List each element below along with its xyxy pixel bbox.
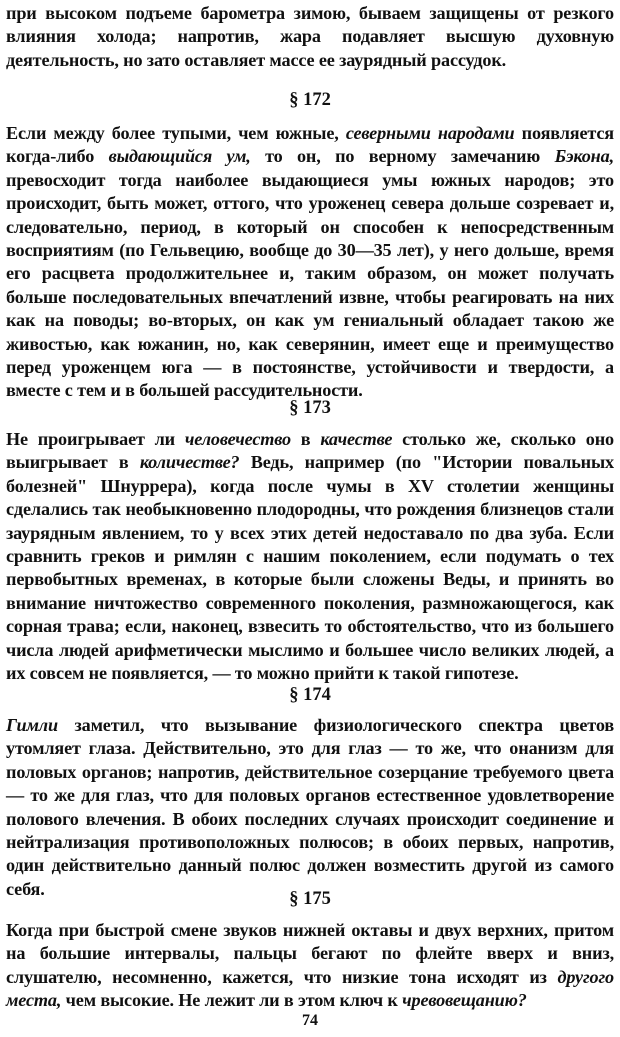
text-segment: Не проигрывает ли: [6, 429, 185, 449]
italic-text-segment: Гимли: [6, 715, 58, 735]
text-segment: Если между более тупыми, чем южные,: [6, 123, 346, 143]
paragraph-174: [6, 714, 614, 901]
italic-text-segment: выдающийся ум,: [108, 146, 251, 167]
paragraph-175: [6, 919, 614, 1013]
italic-text-segment: человечество: [184, 429, 291, 449]
text-segment: столько же, сколько оно выигрывает в: [6, 429, 614, 473]
italic-text-segment: северными народами: [345, 123, 515, 143]
section-heading-175: § 175: [289, 889, 331, 909]
section-heading-172: § 172: [289, 90, 331, 110]
section-heading-173: § 173: [289, 398, 331, 418]
text-segment: Когда при быстрой смене звуков нижней октавы и двух верхних, притом на большие интервалы, пальцы бегают по флейте вверх и вниз, слушателю, несомненно, кажется, что низкие тона исходят из: [6, 920, 614, 987]
text-segment: при высоком подъеме барометра зимою, бываем защищены от резкого влияния холода; напротив, жара подавляет высшую духовную деятельность, но зато оставляет массе ее заурядный рассудок.: [6, 3, 614, 70]
text-segment: Ведь, например (по "Истории повальных болезней" Шнуррера), когда после чумы в XV столетии женщины сделались так необыкновенно плодородны, что рождения близнецов стали заурядным явлением, то у всех этих детей недоставало по два зуба. Если сравнить греков и римлян с нашим поколением, если подумать о тех первобытных временах, в которые были сложены Веды, и принять во внимание ничтожество современного поколения, размножающегося, как сорная трава; если, наконец, взвесить то обстоятельство, что из большего числа людей арифметически мыслимо и большее число великих людей, а их совсем не появляется, — то можно прийти к такой гипотезе.: [6, 452, 614, 684]
italic-text-segment: другого места,: [6, 966, 614, 1011]
text-segment: чем высокие. Не лежит ли в этом ключ к: [61, 990, 403, 1011]
page-number: 74: [302, 1012, 318, 1029]
section-heading-174: § 174: [289, 685, 331, 705]
text-segment: то он, по верному замечанию: [250, 146, 555, 167]
text-segment: превосходит тогда наиболее выдающиеся умы южных народов; это происходит, быть может, оттого, что уроженец севера дольше созревает и, следовательно, период, в который он способен к непосредственным восприятиям (по Гельвецию, вообще до 30—35 лет), у него дольше, время его расцвета продолжительнее и, таким образом, он может получать больше последовательных впечатлений извне, чтобы реагировать на них как на поводы; во-вторых, он как ум гениальный обладает такою же живостью, как южанин, но, как северянин, имеет еще и преимущество перед уроженцем юга — в постоянстве, устойчивости и твердости, а вместе с тем и в большей рассудительности.: [6, 169, 614, 401]
italic-text-segment: количестве?: [139, 452, 240, 473]
paragraph-171-tail: [6, 2, 614, 72]
paragraph-172: [6, 122, 614, 403]
paragraph-173: [6, 428, 614, 685]
text-segment: в: [290, 429, 321, 449]
italic-text-segment: Бэкона,: [554, 146, 614, 167]
text-segment: заметил, что вызывание физиологического спектра цветов утомляет глаза. Действительно, это для глаз — то же, что онанизм для половых органов; напротив, действительное созерцание требуемого цвета — то же для глаз, что для половых органов естественное удовлетворение полового влечения. В обоих последних случаях происходит соединение и нейтрализация противоположных полюсов; в обоих первых, напротив, один действительно данный полюс должен возместить другой из самого себя.: [6, 715, 614, 899]
italic-text-segment: чревовещанию?: [402, 990, 527, 1011]
italic-text-segment: качестве: [320, 429, 393, 449]
text-segment: появляется когда-либо: [6, 123, 614, 167]
